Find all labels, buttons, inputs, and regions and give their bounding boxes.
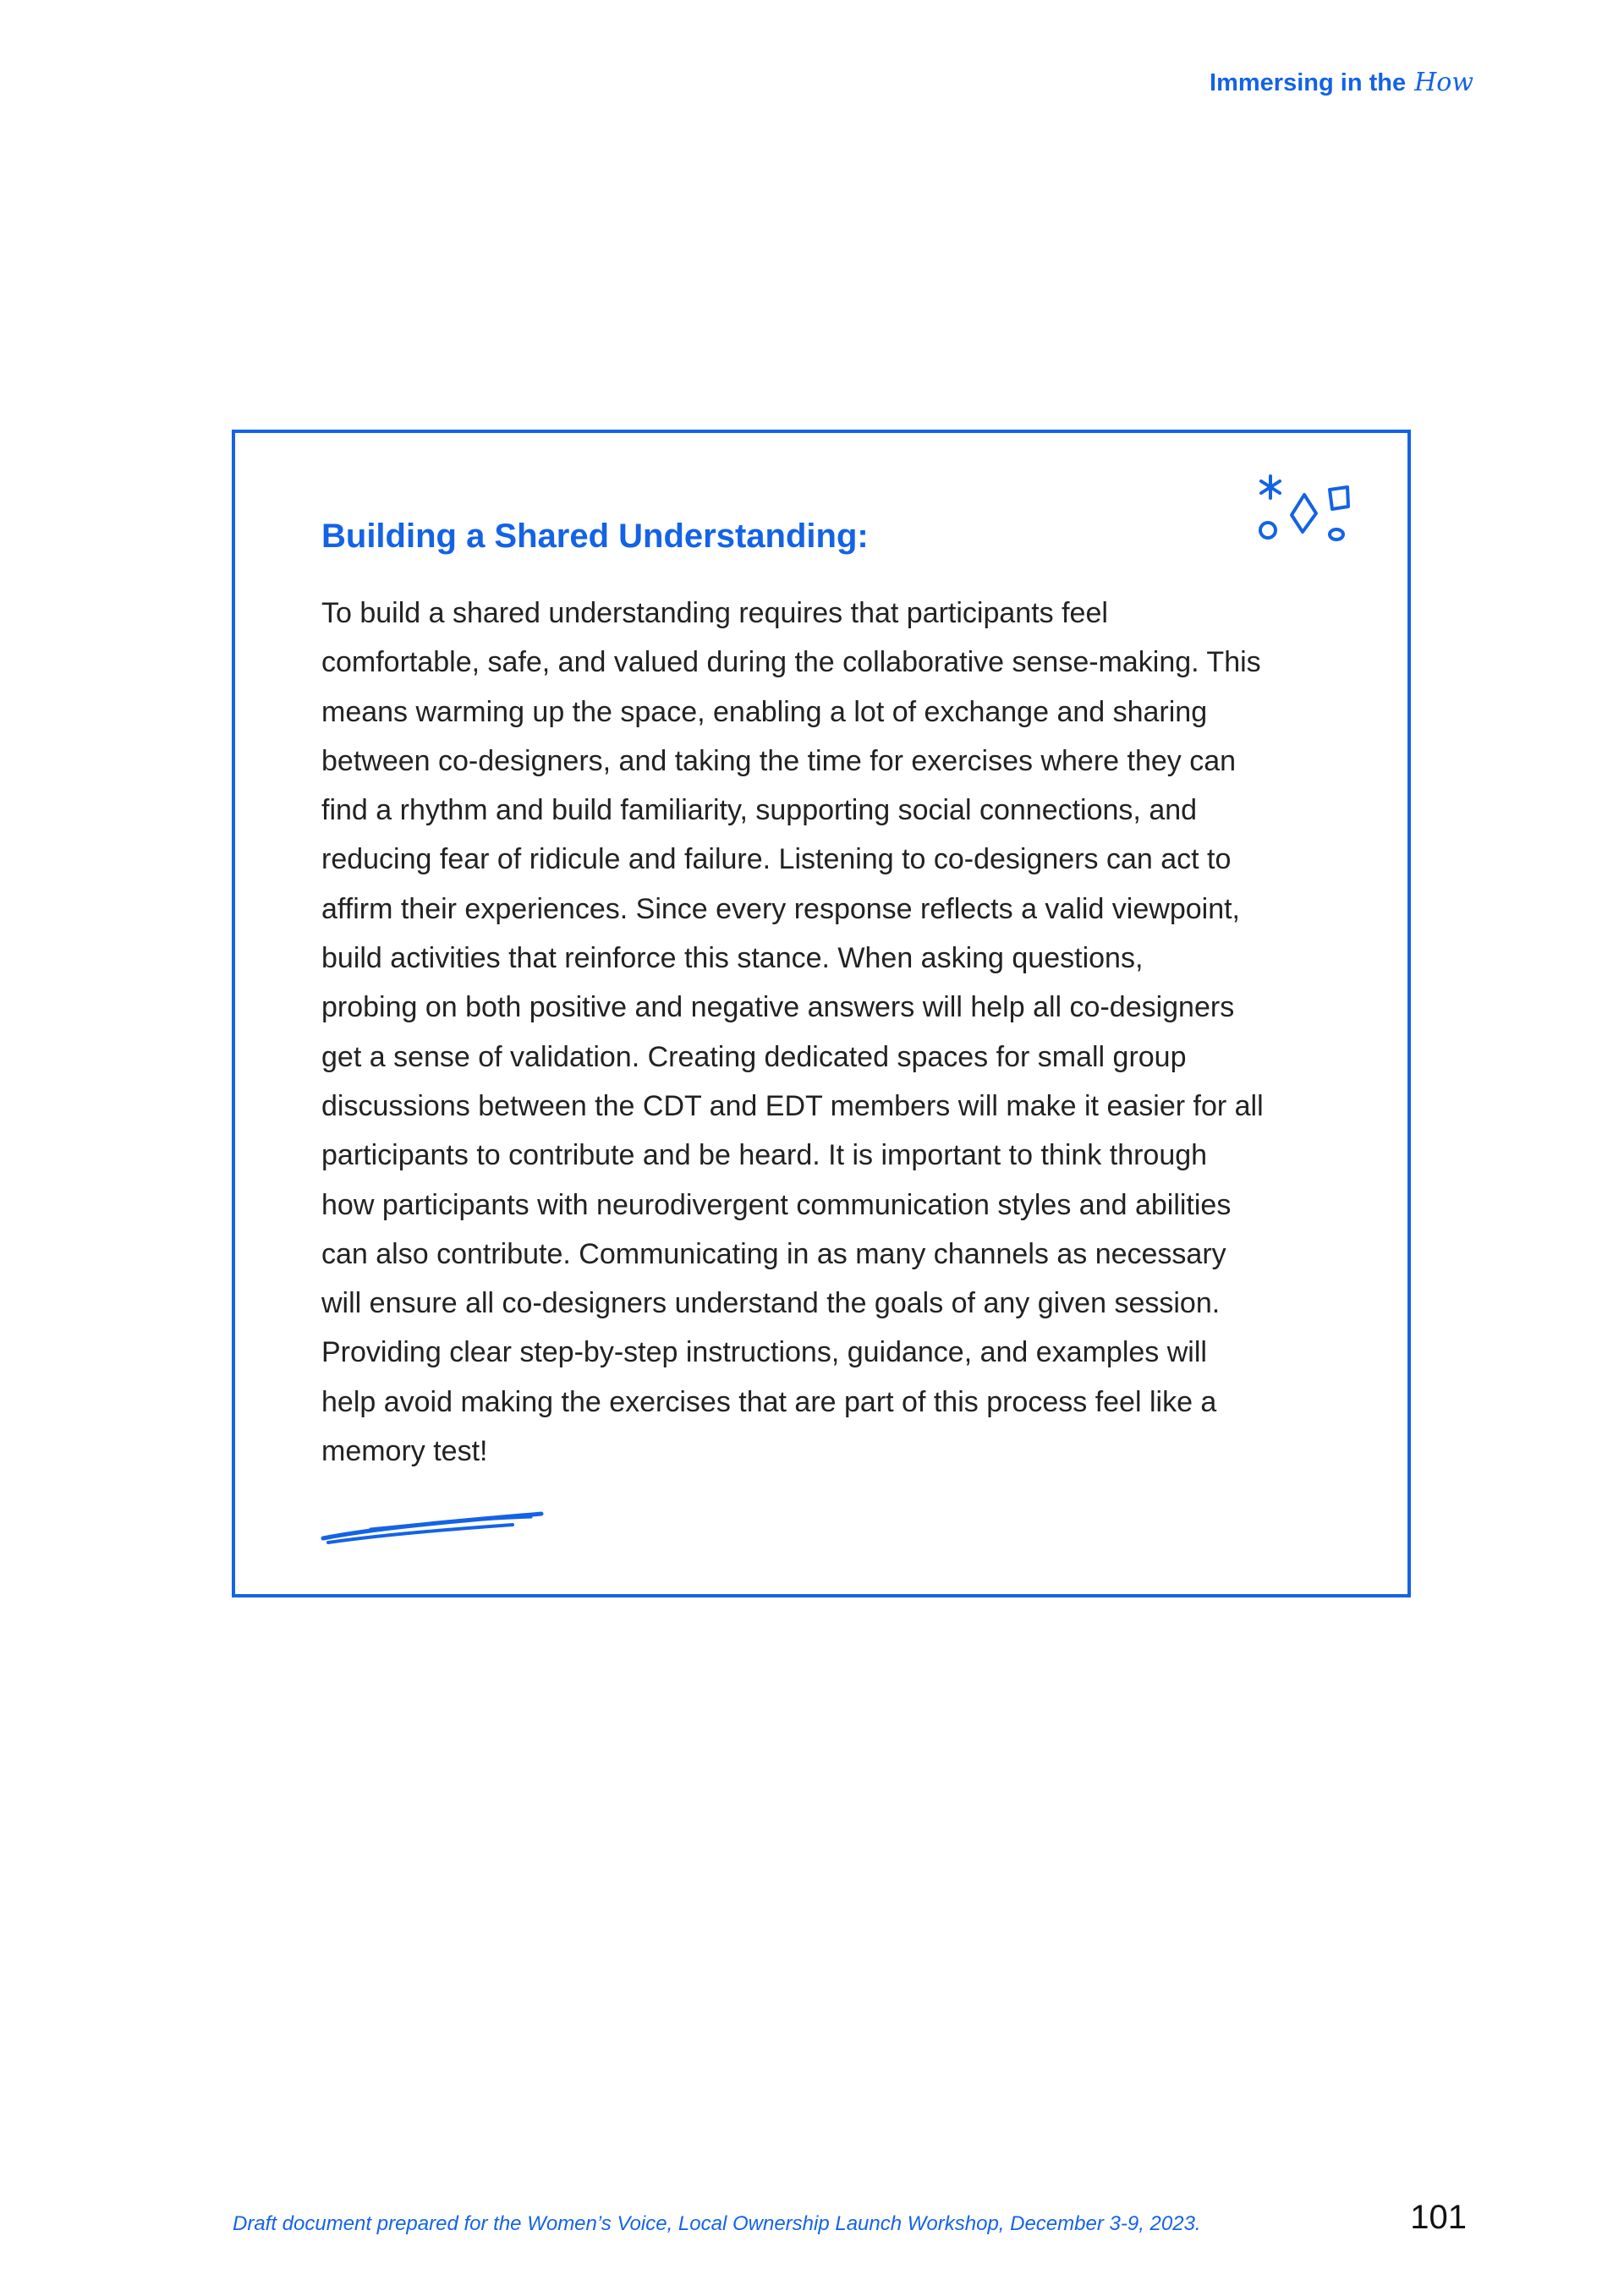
body-line: Providing clear step-by-step instructions, guidance, and examples will bbox=[321, 1336, 1207, 1369]
body-line: To build a shared understanding requires that participants feel bbox=[321, 597, 1108, 629]
doodle-shapes-icon bbox=[1252, 469, 1358, 554]
running-header-bold: Immersing in the bbox=[1210, 69, 1407, 96]
body-line: find a rhythm and build familiarity, supporting social connections, and bbox=[321, 794, 1198, 827]
body-line: build activities that reinforce this stance. When asking questions, bbox=[321, 942, 1144, 975]
body-line: can also contribute. Communicating in as many channels as necessary bbox=[321, 1237, 1226, 1270]
body-line: participants to contribute and be heard. It is important to think through bbox=[321, 1139, 1208, 1172]
body-line: between co-designers, and taking the time for exercises where they can bbox=[321, 744, 1237, 777]
body-line: memory test! bbox=[321, 1435, 488, 1468]
body-line: reducing fear of ridicule and failure. Listening to co-designers can act to bbox=[321, 843, 1232, 876]
body-line: affirm their experiences. Since every response reflects a valid viewpoint, bbox=[321, 892, 1240, 925]
page-number: 101 bbox=[1410, 2199, 1467, 2236]
body-line: discussions between the CDT and EDT members will make it easier for all bbox=[321, 1089, 1264, 1122]
body-line: means warming up the space, enabling a lot of exchange and sharing bbox=[321, 695, 1208, 728]
callout-title: Building a Shared Understanding: bbox=[321, 518, 869, 555]
running-header bbox=[1210, 68, 1473, 97]
body-line: help avoid making the exercises that are part of this process feel like a bbox=[321, 1385, 1217, 1418]
callout-body bbox=[321, 589, 1320, 1476]
body-line: will ensure all co-designers understand the goals of any given session. bbox=[321, 1287, 1221, 1320]
running-header-script: How bbox=[1414, 68, 1473, 97]
footer-note: Draft document prepared for the Women’s Voice, Local Ownership Launch Workshop, December 3-9, 2023. bbox=[233, 2212, 1201, 2235]
body-line: get a sense of validation. Creating dedicated spaces for small group bbox=[321, 1040, 1187, 1073]
body-line: how participants with neurodivergent communication styles and abilities bbox=[321, 1188, 1232, 1221]
scribble-underline-icon bbox=[320, 1499, 548, 1549]
body-line: comfortable, safe, and valued during the collaborative sense-making. This bbox=[321, 646, 1261, 679]
body-line: probing on both positive and negative answers will help all co-designers bbox=[321, 991, 1235, 1024]
